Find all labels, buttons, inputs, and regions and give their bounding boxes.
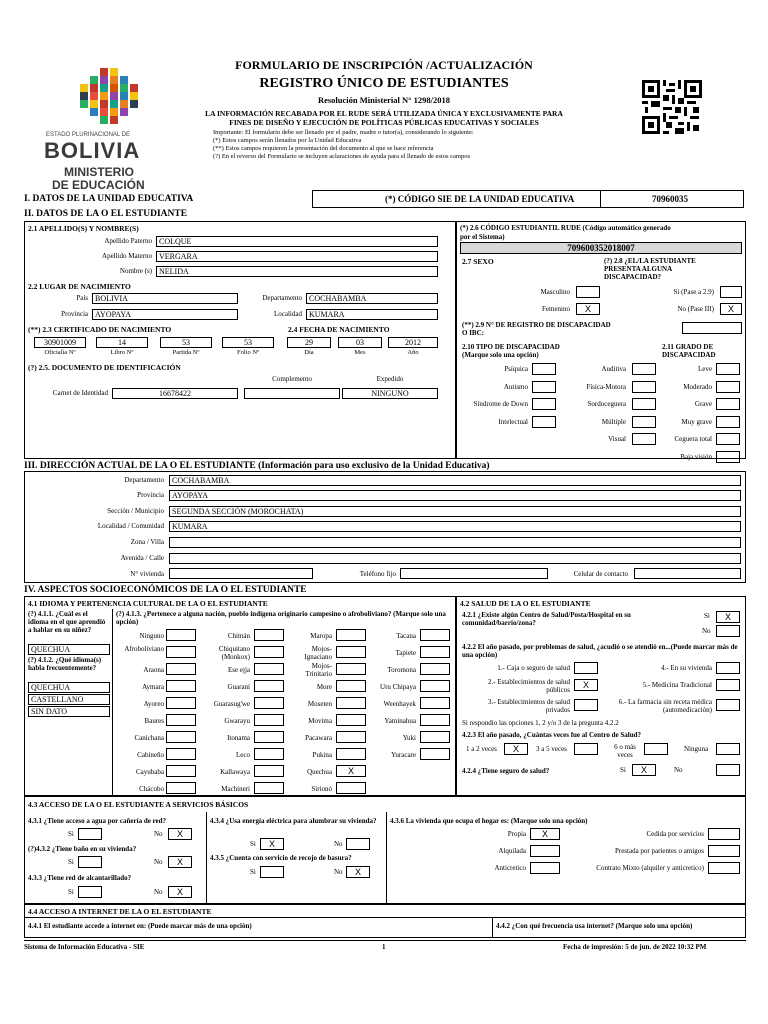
q435-no-checkbox[interactable]: X	[346, 866, 370, 878]
dob-day-field[interactable]: 29	[287, 337, 331, 348]
oficialia-label: Oficialía Nº	[44, 349, 76, 356]
si-pase-label: Si (Pase a 2.9)	[673, 288, 714, 296]
nation-machineri-label: Machineri	[221, 785, 250, 793]
nation-gwarayu-checkbox[interactable]	[254, 714, 284, 726]
disability-grade-muy-grave-checkbox[interactable]	[716, 416, 740, 428]
disability-no-checkbox[interactable]: X	[720, 303, 742, 315]
housing-prestada-label: Prestada por parientes o amigos	[614, 847, 704, 855]
q412-answer-2[interactable]: CASTELLANO	[28, 694, 110, 705]
q431-text: 4.3.1 ¿Tiene acceso a agua por cañería de red?	[28, 817, 167, 825]
disability-yes-checkbox[interactable]	[720, 286, 742, 298]
nation-gwarayu-label: Gwarayu	[224, 717, 250, 725]
materno-field[interactable]: VERGARA	[156, 251, 438, 262]
birth-depto-label: Departamento	[262, 294, 302, 302]
logo-ministry-line1: MINISTERIO	[64, 165, 135, 179]
nation-ayoreo-checkbox[interactable]	[166, 697, 196, 709]
nation-canichana-checkbox[interactable]	[166, 731, 196, 743]
rude-title-1: (*) 2.6 CÓDIGO ESTUDIANTIL RUDE (Código automático generado	[460, 224, 671, 232]
addr-avenida-field[interactable]	[169, 553, 741, 564]
disability-type-auditiva-label: Auditiva	[601, 365, 626, 373]
disability-type-visual-checkbox[interactable]	[632, 433, 656, 445]
important-line3: (**) Estos campos requieren la presentación del documento al que se hace referencia	[213, 145, 434, 152]
nation-yaminahua-checkbox[interactable]	[420, 714, 450, 726]
birth-cert-title: (**) 2.3 CERTIFICADO DE NACIMIENTO	[28, 325, 172, 334]
housing-anticretico-checkbox[interactable]	[530, 862, 560, 874]
disability-grade-grave-label: Grave	[694, 400, 712, 408]
health-opt5-label: 5.- Medicina Tradicional	[642, 681, 712, 689]
q433-no-checkbox[interactable]: X	[168, 886, 192, 898]
dob-year-label: Año	[407, 349, 419, 356]
freq3-label: 6 o más veces	[614, 743, 636, 759]
nation-baures-label: Baures	[144, 717, 164, 725]
q432-si-checkbox[interactable]	[78, 856, 102, 868]
addr-celular-label: Celular de contacto	[573, 570, 628, 578]
addr-provincia-label: Provincia	[137, 491, 164, 499]
folio-field[interactable]: 53	[222, 337, 274, 348]
masculino-checkbox[interactable]	[576, 286, 600, 298]
section1-title: I. DATOS DE LA UNIDAD EDUCATIVA	[24, 194, 194, 204]
disability-grade-baja-vision-label: Baja visión	[680, 452, 712, 461]
health-opt1-label: 1.- Caja o seguro de salud	[497, 664, 570, 672]
birth-localidad-label: Localidad	[274, 310, 302, 318]
disability-grade-baja-vision-checkbox[interactable]	[716, 451, 740, 463]
nation-ayoreo-label: Ayoreo	[143, 700, 164, 708]
q421-si-label: Si	[704, 612, 710, 620]
q435-text: 4.3.5 ¿Cuenta con servicio de recojo de basura?	[210, 854, 352, 862]
no-pase-label: No (Pase III)	[677, 305, 714, 313]
health-opt2-label: 2.- Establecimientos de salud públicos	[487, 678, 570, 694]
nation-tacana-label: Tacana	[396, 632, 416, 640]
footer-page-number: 1	[382, 943, 386, 951]
nation-chiquitano-monkox-label: Chiquitano (Monkox)	[218, 645, 250, 661]
q432-no-checkbox[interactable]: X	[168, 856, 192, 868]
q412-text: (?) 4.1.2. ¿Qué idioma(s) habla frecuentemente?	[28, 656, 102, 672]
disability-type-autismo-checkbox[interactable]	[532, 381, 556, 393]
addr-seccion-label: Sección / Municipio	[107, 507, 164, 515]
q424-no-label: No	[674, 766, 683, 774]
q434-text: 4.3.4 ¿Usa energía eléctrica para alumbrar su vivienda?	[210, 817, 377, 825]
q423-text: 4.2.3 El año pasado, ¿Cuántas veces fue al Centro de Salud?	[462, 731, 641, 739]
q422-note: Si respondio las opciones 1, 2 y/o 3 de la pregunta 4.2.2	[462, 719, 619, 727]
q421-no-checkbox[interactable]	[716, 625, 740, 637]
housing-contrato-label: Contrato Mixto (alquiler y anticretico)	[596, 864, 704, 872]
notice-line1: LA INFORMACIÓN RECABADA POR EL RUDE SERÁ UTILIZADA ÚNICA Y EXCLUSIVAMENTE PARA	[205, 109, 563, 118]
disability-question-2: PRESENTA ALGUNA	[604, 265, 673, 273]
sie-code-label: (*) CÓDIGO SIE DE LA UNIDAD EDUCATIVA	[385, 194, 575, 204]
q442-text: 4.4.2 ¿Con qué frecuencia usa internet? (Marque solo una opción)	[496, 922, 693, 930]
language-title: 4.1 IDIOMA Y PERTENENCIA CULTURAL DE LA O EL ESTUDIANTE	[28, 599, 268, 608]
disability-question-3: DISCAPACIDAD?	[604, 273, 662, 281]
birth-depto-field[interactable]: COCHABAMBA	[306, 293, 438, 304]
q432-text: (?)4.3.2 ¿Tiene baño en su vivienda?	[28, 845, 137, 853]
sexo-title: 2.7 SEXO	[462, 257, 494, 266]
disability-grade-leve-checkbox[interactable]	[716, 363, 740, 375]
registry-title: REGISTRO ÚNICO DE ESTUDIANTES	[259, 76, 509, 91]
paterno-label: Apellido Paterno	[104, 237, 152, 245]
q412-answer-1[interactable]: QUECHUA	[28, 682, 110, 693]
q412-answer-3[interactable]: SIN DATO	[28, 706, 110, 717]
q421-text: 4.2.1 ¿Existe algún Centro de Salud/Posta/Hospital en su comunidad/barrio/zona?	[462, 611, 631, 627]
nation-canichana-label: Canichana	[134, 734, 164, 742]
housing-anticretico-label: Anticretico	[494, 864, 526, 872]
addr-vivienda-field[interactable]	[169, 568, 313, 579]
birthplace-title: 2.2 LUGAR DE NACIMIENTO	[28, 282, 131, 291]
q431-si-label: Si	[68, 830, 74, 838]
nation-yuki-checkbox[interactable]	[420, 731, 450, 743]
q421-no-label: No	[702, 627, 711, 635]
q434-no-checkbox[interactable]	[346, 838, 370, 850]
birth-provincia-field[interactable]: AYOPAYA	[92, 309, 238, 320]
q431-no-label: No	[154, 830, 163, 838]
form-title: FORMULARIO DE INSCRIPCIÓN /ACTUALIZACIÓN	[235, 58, 533, 72]
q435-si-checkbox[interactable]	[260, 866, 284, 878]
disability-question-1: (?) 2.8 ¿EL/LA ESTUDIANTE	[604, 257, 696, 265]
section4-title: IV. ASPECTOS SOCIOECONÓMICOS DE LA O EL ESTUDIANTE	[24, 585, 307, 595]
q434-si-label: Si	[250, 840, 256, 848]
folio-label: Folio Nº	[236, 349, 260, 356]
q411-answer[interactable]: QUECHUA	[28, 644, 110, 655]
disability-grade-moderado-label: Moderado	[683, 382, 712, 391]
rude-title-2: por el Sistema)	[460, 233, 505, 241]
footer-print-date: Fecha de impresión: 5 de jun. de 2022 10:32 PM	[563, 943, 707, 951]
pais-field[interactable]: BOLIVIA	[92, 293, 238, 304]
id-doc-title: (?) 2.5. DOCUMENTO DE IDENTIFICACIÓN	[28, 363, 181, 372]
q424-no-checkbox[interactable]	[716, 764, 740, 776]
housing-contrato-checkbox[interactable]	[708, 862, 740, 874]
housing-propia-checkbox[interactable]: X	[530, 828, 560, 840]
nation-mojos-trinitario-label: Mojos-Trinitario	[305, 662, 332, 678]
freq2-checkbox[interactable]	[574, 743, 598, 755]
nation-guarasug-we-checkbox[interactable]	[254, 697, 284, 709]
addr-avenida-label: Avenida / Calle	[120, 554, 164, 562]
nation-quechua-label: Quechua	[307, 768, 332, 776]
q435-no-label: No	[334, 868, 343, 876]
nation-kallawaya-label: Kallawaya	[220, 768, 250, 776]
housing-alquilada-checkbox[interactable]	[530, 845, 560, 857]
femenino-checkbox[interactable]: X	[576, 303, 600, 315]
qr-code	[642, 80, 702, 134]
nation-afroboliviano-checkbox[interactable]	[166, 646, 196, 658]
nation-leco-label: Leco	[236, 751, 250, 759]
nation-toromona-checkbox[interactable]	[420, 663, 450, 675]
disability-grade-title-2: DISCAPACIDAD	[662, 351, 716, 359]
disability-grade-muy-grave-label: Muy grave	[681, 417, 712, 426]
partida-label: Partida Nº	[172, 349, 200, 356]
nation-araona-checkbox[interactable]	[166, 663, 196, 675]
partida-field[interactable]: 53	[160, 337, 212, 348]
nation-chiquitano-monkox-checkbox[interactable]	[254, 646, 284, 658]
nation-chiman-label: Chimán	[227, 632, 250, 640]
materno-label: Apellido Materno	[102, 252, 152, 260]
nation-siriono-label: Sirionó	[311, 785, 332, 793]
addr-seccion-field[interactable]: SEGUNDA SECCIÓN (MOROCHATA)	[169, 506, 741, 517]
nombre-label: Nombre (s)	[119, 267, 152, 275]
housing-cedida-label: Cedida por servicios	[646, 830, 704, 838]
freq1-checkbox[interactable]: X	[504, 743, 528, 755]
nation-yuki-label: Yuki	[402, 734, 416, 742]
freq2-label: 3 a 5 veces	[536, 745, 567, 753]
nation-more-label: More	[316, 683, 332, 691]
nation-siriono-checkbox[interactable]	[336, 782, 366, 794]
nation-movima-label: Movima	[308, 717, 332, 725]
nation-tapiete-checkbox[interactable]	[420, 646, 450, 658]
important-line4: (?) En el reverso del Formulario se incluyen aclaraciones de ayuda para el llenado de estos campos	[213, 153, 471, 160]
addr-celular-field[interactable]	[634, 568, 741, 579]
libro-label: Libro Nº	[110, 349, 134, 356]
disability-grade-ceguera-total-label: Ceguera total	[674, 435, 712, 443]
housing-prestada-checkbox[interactable]	[708, 845, 740, 857]
nation-aymara-checkbox[interactable]	[166, 680, 196, 692]
rude-code-field[interactable]: 709600352018007	[460, 242, 742, 254]
nation-chacobo-label: Chácobo	[139, 785, 164, 793]
addr-vivienda-label: N° vivienda	[130, 570, 164, 578]
nation-itonama-checkbox[interactable]	[254, 731, 284, 743]
q434-si-checkbox[interactable]: X	[260, 838, 284, 850]
nation-pukina-checkbox[interactable]	[336, 748, 366, 760]
resolution: Resolución Ministerial N° 1298/2018	[317, 95, 451, 105]
dob-day-label: Día	[304, 349, 314, 356]
dob-title: 2.4 FECHA DE NACIMIENTO	[288, 325, 390, 334]
addr-provincia-field[interactable]: AYOPAYA	[169, 490, 741, 501]
disability-type-title-1: 2.10 TIPO DE DISCAPACIDAD	[462, 343, 560, 351]
important-line1: Importante: El formulario debe ser llenado por el padre, madre o tutor(a), considerando lo siguiente:	[213, 129, 474, 136]
birth-localidad-field[interactable]: KUMARA	[306, 309, 438, 320]
dob-year-field[interactable]: 2012	[388, 337, 438, 348]
housing-alquilada-label: Alquilada	[498, 847, 526, 855]
nation-guarasug-we-label: Guarasug'we	[213, 700, 250, 708]
complemento-label: Complemento	[272, 375, 312, 383]
complemento-field[interactable]	[244, 388, 340, 399]
q433-si-label: Si	[68, 888, 74, 896]
addr-depto-field[interactable]: COCHABAMBA	[169, 475, 741, 486]
disability-type-multiple-label: Múltiple	[601, 417, 626, 426]
disability-type-title-2: (Marque solo una opción)	[462, 351, 539, 359]
femenino-label: Femenino	[542, 305, 570, 313]
q424-si-label: Si	[620, 766, 626, 774]
nation-mojos-trinitario-checkbox[interactable]	[336, 663, 366, 675]
birth-provincia-label: Provincia	[61, 310, 88, 318]
nation-weenhayek-label: Weenhayek	[383, 700, 416, 708]
nation-movima-checkbox[interactable]	[336, 714, 366, 726]
freq3-checkbox[interactable]	[644, 743, 668, 755]
nation-kallawaya-checkbox[interactable]	[254, 765, 284, 777]
nation-chiman-checkbox[interactable]	[254, 629, 284, 641]
nation-maropa-checkbox[interactable]	[336, 629, 366, 641]
health-opt6-label: 6.- La farmacia sin receta médica (automedicación)	[618, 698, 712, 714]
nation-mojos-ignaciano-label: Mojos-Ignaciano	[304, 645, 332, 661]
q433-si-checkbox[interactable]	[78, 886, 102, 898]
addr-localidad-label: Localidad / Comunidad	[97, 522, 164, 530]
health-opt5-checkbox[interactable]	[716, 679, 740, 691]
expedido-field[interactable]: NINGUNO	[342, 388, 438, 399]
q435-si-label: Si	[250, 868, 256, 876]
notice-line2: FINES DE DISEÑO Y EJECUCIÓN DE POLÍTICAS PÚBLICAS EDUCATIVAS Y SOCIALES	[229, 118, 539, 127]
disability-type-visual-label: Visual	[608, 435, 626, 443]
disability-type-intelectual-label: Intelectual	[498, 417, 528, 426]
freq4-checkbox[interactable]	[716, 743, 740, 755]
nation-machineri-checkbox[interactable]	[254, 782, 284, 794]
nation-baures-checkbox[interactable]	[166, 714, 196, 726]
nation-quechua-checkbox[interactable]: X	[336, 765, 366, 777]
nation-cabineno-checkbox[interactable]	[166, 748, 196, 760]
health-opt4-checkbox[interactable]	[716, 662, 740, 674]
disability-grade-grave-checkbox[interactable]	[716, 398, 740, 410]
health-opt3-label: 3.- Establecimientos de salud privados	[487, 698, 570, 714]
q421-si-checkbox[interactable]: X	[716, 611, 740, 623]
names-title: 2.1 APELLIDO(S) Y NOMBRE(S)	[28, 224, 139, 233]
disability-type-fisica-motora-checkbox[interactable]	[632, 381, 656, 393]
nation-maropa-label: Maropa	[310, 632, 332, 640]
q433-no-label: No	[154, 888, 163, 896]
disability-type-autismo-label: Autismo	[503, 382, 528, 391]
nation-ninguno-label: Ninguno	[139, 632, 164, 640]
disability-type-sindrome-de-down-checkbox[interactable]	[532, 398, 556, 410]
addr-telefono-label: Teléfono fijo	[359, 570, 396, 578]
section2-title: II. DATOS DE LA O EL ESTUDIANTE	[24, 209, 188, 219]
nation-ese-ejja-checkbox[interactable]	[254, 663, 284, 675]
freq4-label: Ninguna	[684, 745, 709, 753]
q433-text: 4.3.3 ¿Tiene red de alcantarillado?	[28, 874, 132, 882]
logo-state-line: ESTADO PLURINACIONAL DE	[46, 132, 131, 138]
q424-si-checkbox[interactable]: X	[632, 764, 656, 776]
ibc-field[interactable]	[682, 322, 742, 334]
sie-code-value: 70960035	[652, 194, 688, 204]
qr-code-icon	[642, 80, 702, 134]
addr-telefono-field[interactable]	[400, 568, 548, 579]
nation-toromona-label: Toromona	[387, 666, 416, 674]
masculino-label: Masculino	[540, 288, 570, 296]
nation-more-checkbox[interactable]	[336, 680, 366, 692]
nation-yaminahua-label: Yaminahua	[384, 717, 416, 725]
q441-text: 4.4.1 El estudiante accede a internet en: (Puede marcar más de una opción)	[28, 922, 252, 930]
disability-grade-ceguera-total-checkbox[interactable]	[716, 433, 740, 445]
nation-cayubaba-label: Cayubaba	[136, 768, 164, 776]
disability-type-psiquica-checkbox[interactable]	[532, 363, 556, 375]
nation-leco-checkbox[interactable]	[254, 748, 284, 760]
nation-pacawara-label: Pacawara	[305, 734, 332, 742]
nation-cayubaba-checkbox[interactable]	[166, 765, 196, 777]
q413-text: (?) 4.1.3. ¿Pertenece a alguna nación, pueblo indígena originario campesino o afroboliviano? (Marque solo una opción)	[116, 610, 446, 626]
disability-type-sordoceguera-checkbox[interactable]	[632, 398, 656, 410]
addr-depto-label: Departamento	[124, 476, 164, 484]
disability-type-sindrome-de-down-label: Síndrome de Down	[473, 400, 528, 408]
logo-country: BOLIVIA	[44, 138, 141, 163]
important-line2: (*) Estos campos serán llenados por la Unidad Educativa	[213, 137, 362, 144]
nation-moseten-checkbox[interactable]	[336, 697, 366, 709]
nation-guarani-label: Guaraní	[227, 683, 250, 691]
nation-tapiete-label: Tapiete	[395, 649, 416, 657]
health-opt2-checkbox[interactable]: X	[574, 679, 598, 691]
nation-chacobo-checkbox[interactable]	[166, 782, 196, 794]
q432-no-label: No	[154, 858, 163, 866]
nombre-field[interactable]: NELIDA	[156, 266, 438, 277]
libro-field[interactable]: 14	[96, 337, 148, 348]
nation-pukina-label: Pukina	[312, 751, 332, 759]
nation-ese-ejja-label: Ese ejja	[228, 666, 250, 674]
nation-araona-label: Araona	[143, 666, 164, 674]
disability-type-intelectual-checkbox[interactable]	[532, 416, 556, 428]
nation-weenhayek-checkbox[interactable]	[420, 697, 450, 709]
carnet-field[interactable]: 16678422	[112, 388, 238, 399]
addr-zona-field[interactable]	[169, 537, 741, 548]
disability-grade-title-1: 2.11 GRADO DE	[662, 343, 714, 351]
q431-no-checkbox[interactable]: X	[168, 828, 192, 840]
services-title: 4.3 ACCESO DE LA O EL ESTUDIANTE A SERVICIOS BÁSICOS	[28, 800, 249, 809]
footer-system: Sistema de Información Educativa - SIE	[24, 943, 145, 951]
q411-text: (?) 4.1.1. ¿Cuál es el idioma en el que aprendió a hablar en su niñez?	[28, 610, 106, 634]
nation-yuracare-checkbox[interactable]	[420, 748, 450, 760]
nation-cabineno-label: Cabineño	[137, 751, 164, 759]
nation-pacawara-checkbox[interactable]	[336, 731, 366, 743]
nation-aymara-label: Aymara	[142, 683, 164, 691]
nation-uru-chipaya-label: Uru Chipaya	[380, 683, 416, 691]
dob-month-label: Mes	[354, 349, 366, 356]
expedido-label: Expedido	[376, 375, 404, 383]
health-opt1-checkbox[interactable]	[574, 662, 598, 674]
ibc-title-2: O IBC:	[462, 329, 484, 337]
nation-itonama-label: Itonama	[227, 734, 250, 742]
carnet-label: Carnet de Identidad	[52, 389, 108, 397]
disability-type-multiple-checkbox[interactable]	[632, 416, 656, 428]
nation-uru-chipaya-checkbox[interactable]	[420, 680, 450, 692]
nation-ninguno-checkbox[interactable]	[166, 629, 196, 641]
freq1-label: 1 a 2 veces	[466, 745, 497, 753]
addr-zona-label: Zona / Villa	[130, 538, 164, 546]
housing-cedida-checkbox[interactable]	[708, 828, 740, 840]
disability-grade-moderado-checkbox[interactable]	[716, 381, 740, 393]
logo-ministry-line2: DE EDUCACIÓN	[52, 178, 145, 192]
ibc-title-1: (**) 2.9 N° DE REGISTRO DE DISCAPACIDAD	[462, 321, 611, 329]
q424-text: 4.2.4 ¿Tiene seguro de salud?	[462, 767, 550, 775]
addr-localidad-field[interactable]: KUMARA	[169, 521, 741, 532]
nation-moseten-label: Moseten	[307, 700, 332, 708]
q436-text: 4.3.6 La vivienda que ocupa el hogar es: (Marque solo una opción)	[390, 817, 588, 825]
nation-tacana-checkbox[interactable]	[420, 629, 450, 641]
health-opt4-label: 4.- En su vivienda	[661, 664, 712, 672]
section3-title: III. DIRECCIÓN ACTUAL DE LA O EL ESTUDIANTE (Información para uso exclusivo de la Unidad Educativa)	[24, 461, 490, 471]
nation-yuracare-label: Yuracare	[391, 751, 416, 759]
paterno-field[interactable]: COLQUE	[156, 236, 438, 247]
internet-title: 4.4 ACCESO A INTERNET DE LA O EL ESTUDIANTE	[28, 907, 212, 916]
health-opt3-checkbox[interactable]	[574, 699, 598, 711]
pais-label: País	[76, 294, 88, 302]
disability-type-auditiva-checkbox[interactable]	[632, 363, 656, 375]
q422-text: 4.2.2 El año pasado, por problemas de salud, ¿acudió o se atendió en...(Puede marcar más de una opción)	[462, 643, 738, 659]
nation-guarani-checkbox[interactable]	[254, 680, 284, 692]
disability-grade-leve-label: Leve	[698, 365, 712, 373]
health-opt6-checkbox[interactable]	[716, 699, 740, 711]
q431-si-checkbox[interactable]	[78, 828, 102, 840]
disability-type-psiquica-label: Psíquica	[504, 365, 528, 373]
oficialia-field[interactable]: 30901009	[34, 337, 86, 348]
health-title: 4.2 SALUD DE LA O EL ESTUDIANTE	[460, 599, 591, 608]
nation-afroboliviano-label: Afroboliviano	[124, 645, 164, 653]
housing-propia-label: Propia	[507, 830, 526, 838]
q432-si-label: Si	[68, 858, 74, 866]
disability-type-sordoceguera-label: Sordoceguera	[587, 400, 626, 408]
q434-no-label: No	[334, 840, 343, 848]
nation-mojos-ignaciano-checkbox[interactable]	[336, 646, 366, 658]
disability-type-fisica-motora-label: Física-Motora	[586, 382, 626, 391]
dob-month-field[interactable]: 03	[338, 337, 382, 348]
